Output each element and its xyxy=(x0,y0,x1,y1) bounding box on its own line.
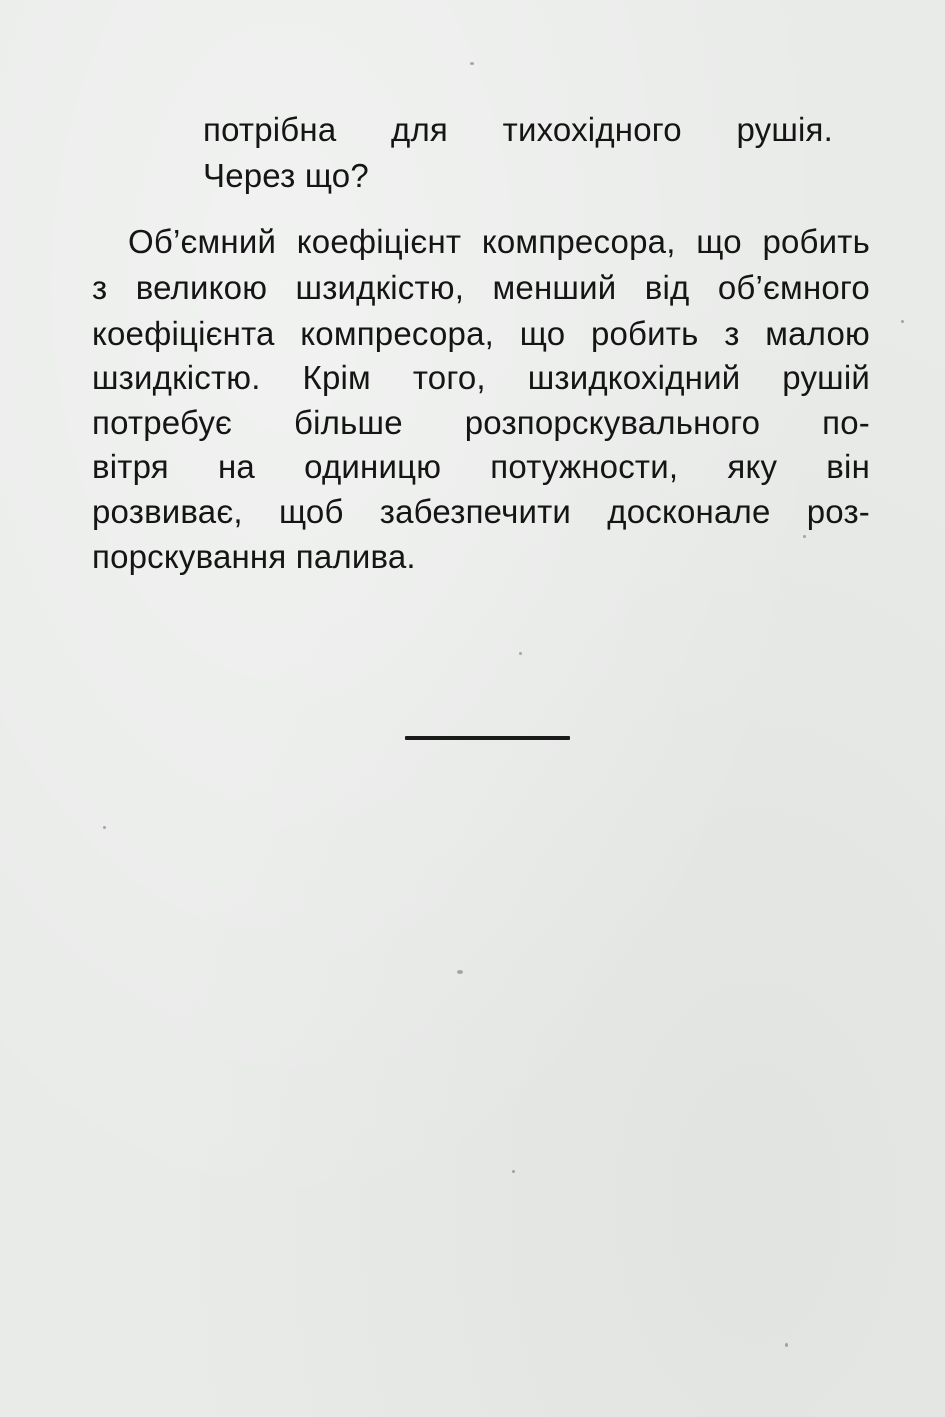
answer-line-3: коефіцієнта компресора, що робить з малою xyxy=(92,315,870,352)
paper-speck xyxy=(901,320,904,323)
question-line-2: Через що? xyxy=(203,157,369,194)
answer-line-8: порскування палива. xyxy=(92,538,416,575)
paper-speck xyxy=(519,652,522,655)
answer-line-2: з великою шзидкістю, менший від об’ємного xyxy=(92,269,870,306)
answer-line-5: потребує більше розпорскувального по- xyxy=(92,404,870,441)
answer-line-6: вітря на одиницю потужности, яку він xyxy=(92,448,870,485)
paper-speck xyxy=(803,535,806,538)
answer-line-4: шзидкістю. Крім того, шзидкохідний рушій xyxy=(92,359,870,396)
answer-line-1: Об’ємний коефіцієнт компресора, що робить xyxy=(128,223,870,260)
paper-speck xyxy=(470,62,474,65)
section-divider xyxy=(405,736,570,740)
paper-speck xyxy=(785,1343,788,1347)
question-line-1: потрібна для тихохідного рушія. xyxy=(203,111,833,148)
paper-speck xyxy=(457,970,463,974)
answer-line-7: розвиває, щоб забезпечити досконале роз- xyxy=(92,493,870,530)
paper-speck xyxy=(103,826,106,829)
paper-speck xyxy=(512,1170,515,1173)
